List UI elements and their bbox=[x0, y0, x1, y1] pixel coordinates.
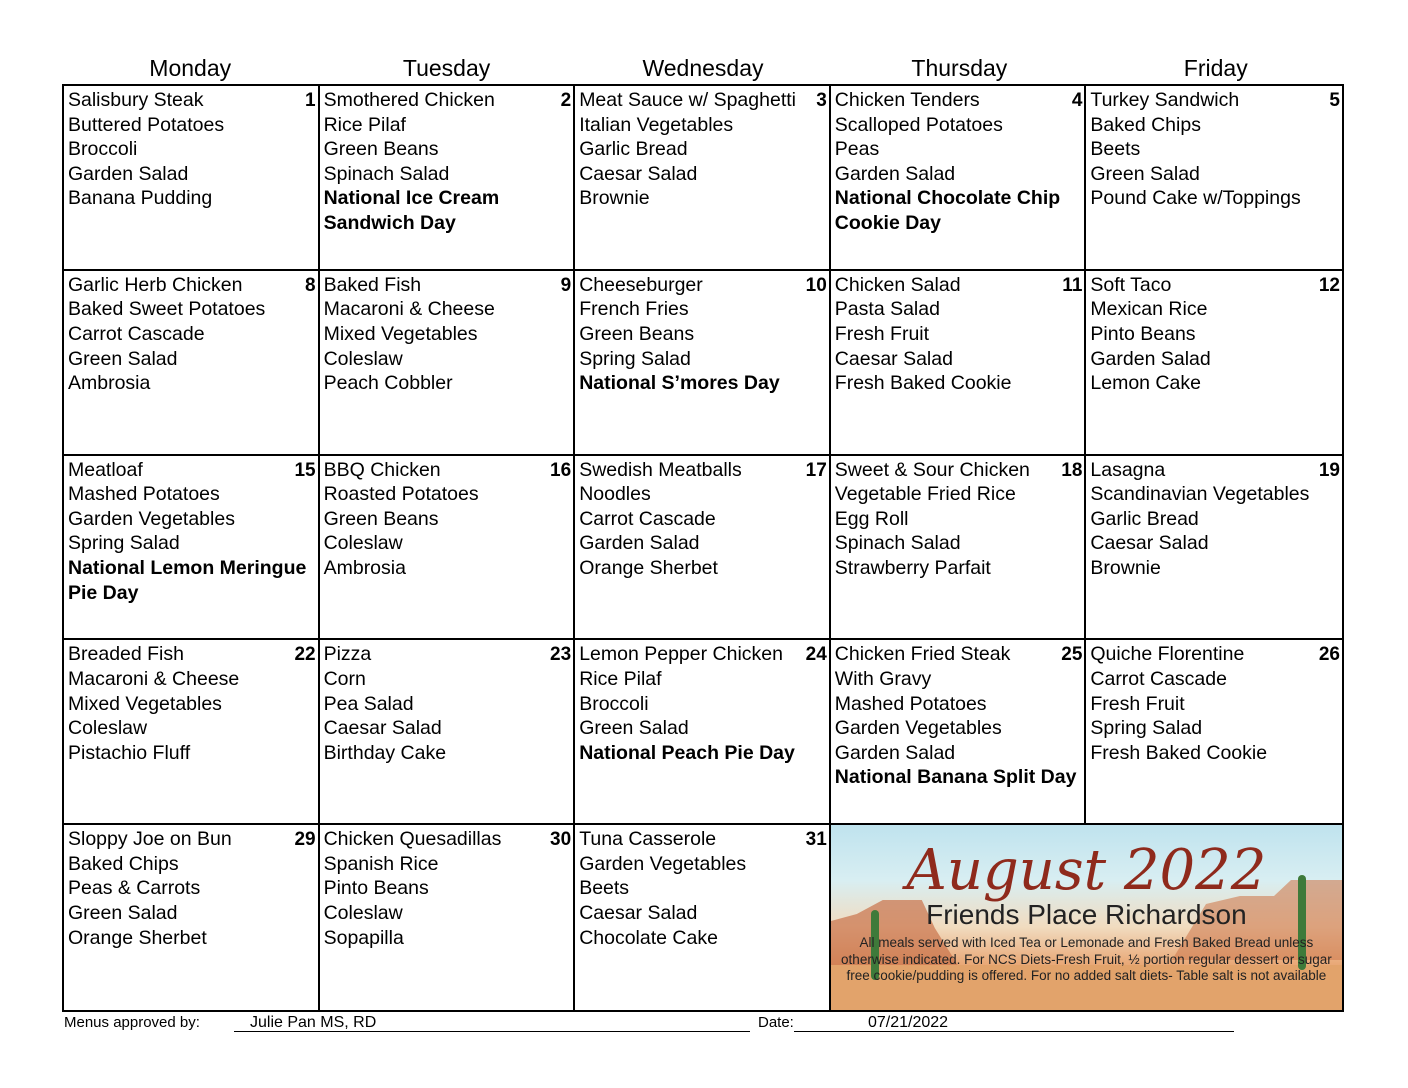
menu-item: Peas bbox=[834, 138, 880, 161]
menu-item: Roasted Potatoes bbox=[323, 483, 479, 506]
day-cell bbox=[575, 271, 831, 456]
menu-item: Caesar Salad bbox=[1090, 532, 1209, 555]
menu-item: Rice Pilaf bbox=[579, 667, 662, 690]
menu-item: Garlic Bread bbox=[579, 138, 688, 161]
menu-item: Ambrosia bbox=[68, 372, 151, 395]
menu-item: Mixed Vegetables bbox=[68, 692, 222, 715]
menu-item: Italian Vegetables bbox=[579, 113, 734, 136]
menu-item: Carrot Cascade bbox=[1090, 667, 1227, 690]
menu-item: Caesar Salad bbox=[579, 162, 698, 185]
menu-item: Pound Cake w/Toppings bbox=[1090, 187, 1301, 210]
menu-item: Pizza bbox=[323, 643, 372, 666]
menu-item: Green Salad bbox=[68, 347, 178, 370]
menu-item: Spring Salad bbox=[1090, 717, 1203, 740]
menu-item: Spanish Rice bbox=[323, 852, 439, 875]
menu-item: Coleslaw bbox=[323, 901, 403, 924]
menu-item: Soft Taco bbox=[1090, 273, 1172, 296]
menu-item: Green Beans bbox=[579, 322, 695, 345]
menu-item: Corn bbox=[323, 667, 366, 690]
day-cell bbox=[320, 456, 576, 641]
menu-item: Pinto Beans bbox=[323, 877, 429, 900]
day-number: 10 bbox=[805, 274, 827, 296]
menu-item: Lemon Cake bbox=[1090, 372, 1201, 395]
approval-date: 07/21/2022 bbox=[868, 1014, 949, 1031]
menu-item: Egg Roll bbox=[834, 507, 909, 530]
weekday-monday: Monday bbox=[149, 55, 232, 81]
menu-item: Garden Salad bbox=[834, 162, 956, 185]
menu-item: Tuna Casserole bbox=[579, 828, 717, 851]
menu-item: BBQ Chicken bbox=[323, 458, 441, 481]
menu-item: Fresh Baked Cookie bbox=[1090, 741, 1268, 764]
menu-item: Pistachio Fluff bbox=[68, 741, 191, 764]
menu-item: Orange Sherbet bbox=[579, 556, 718, 579]
menu-calendar-grid bbox=[62, 84, 1344, 1012]
weekday-header bbox=[62, 52, 1344, 84]
menu-item: Lemon Pepper Chicken bbox=[579, 643, 783, 666]
day-number: 12 bbox=[1318, 274, 1340, 296]
menu-item: Caesar Salad bbox=[579, 901, 698, 924]
menu-item: Baked Fish bbox=[323, 273, 422, 296]
menu-item: Banana Pudding bbox=[68, 187, 213, 210]
special-day-note: National Lemon Meringue Pie Day bbox=[68, 556, 307, 604]
menu-item: Baked Chips bbox=[68, 852, 179, 875]
menu-item: Swedish Meatballs bbox=[579, 458, 742, 481]
day-cell bbox=[320, 640, 576, 825]
menu-item: Birthday Cake bbox=[323, 741, 447, 764]
menu-item: Lasagna bbox=[1090, 458, 1166, 481]
day-cell bbox=[1086, 456, 1342, 641]
menu-item: Meatloaf bbox=[68, 458, 143, 481]
day-cell bbox=[64, 640, 320, 825]
approver-name: Julie Pan MS, RD bbox=[250, 1014, 377, 1031]
day-number: 18 bbox=[1061, 459, 1083, 481]
day-number: 9 bbox=[560, 274, 572, 296]
menu-item: Garden Salad bbox=[68, 162, 189, 185]
approval-footer bbox=[64, 1014, 1264, 1034]
day-number: 22 bbox=[294, 644, 316, 666]
menu-item: Scalloped Potatoes bbox=[834, 113, 1003, 136]
day-cell bbox=[1086, 271, 1342, 456]
day-cell bbox=[575, 86, 831, 271]
menu-item: Meat Sauce w/ Spaghetti bbox=[579, 89, 796, 111]
menu-item: Chicken Fried Steak bbox=[834, 643, 1011, 666]
day-cell bbox=[64, 825, 320, 1010]
day-cell bbox=[320, 825, 576, 1010]
special-day-note: National S’mores Day bbox=[579, 372, 780, 395]
menu-item: Brownie bbox=[579, 187, 650, 210]
day-cell bbox=[64, 456, 320, 641]
menu-item: Chocolate Cake bbox=[579, 926, 718, 949]
weekday-friday: Friday bbox=[1183, 55, 1248, 81]
day-cell bbox=[575, 640, 831, 825]
menu-item: Cheeseburger bbox=[579, 273, 703, 296]
date-label: Date: bbox=[758, 1014, 794, 1031]
day-number: 1 bbox=[305, 90, 316, 111]
day-number: 4 bbox=[1071, 90, 1083, 111]
day-number: 5 bbox=[1329, 90, 1340, 111]
menu-item: Caesar Salad bbox=[834, 347, 953, 370]
menu-item: Garlic Bread bbox=[1090, 507, 1199, 530]
menu-item: Green Salad bbox=[579, 717, 689, 740]
day-number: 16 bbox=[550, 459, 572, 481]
menu-item: French Fries bbox=[579, 298, 689, 321]
menu-item: Chicken Quesadillas bbox=[323, 828, 502, 851]
menu-item: Garlic Herb Chicken bbox=[68, 273, 243, 296]
day-cell bbox=[320, 271, 576, 456]
menu-item: Green Salad bbox=[68, 901, 178, 924]
menu-item: Macaroni & Cheese bbox=[68, 667, 240, 690]
banner-place: Friends Place Richardson bbox=[926, 899, 1247, 931]
day-number: 31 bbox=[805, 829, 827, 851]
menu-item: Buttered Potatoes bbox=[68, 113, 225, 136]
menu-item: Garden Vegetables bbox=[68, 507, 235, 530]
menu-item: Strawberry Parfait bbox=[834, 556, 991, 579]
menu-item: Green Beans bbox=[323, 507, 439, 530]
day-cell bbox=[1086, 86, 1342, 271]
menu-item: Coleslaw bbox=[323, 347, 403, 370]
menu-item: Spring Salad bbox=[579, 347, 691, 370]
menu-item: Rice Pilaf bbox=[323, 113, 406, 136]
menu-item: Garden Salad bbox=[579, 532, 700, 555]
menu-item: Fresh Baked Cookie bbox=[834, 372, 1012, 395]
menu-item: Beets bbox=[1090, 138, 1141, 161]
menu-item: Scandinavian Vegetables bbox=[1090, 483, 1310, 506]
menu-item: Garden Salad bbox=[1090, 347, 1211, 370]
day-number: 8 bbox=[305, 274, 316, 296]
menu-item: Orange Sherbet bbox=[68, 926, 207, 949]
day-number: 23 bbox=[550, 644, 572, 666]
day-cell bbox=[831, 456, 1087, 641]
menu-item: Baked Chips bbox=[1090, 113, 1201, 136]
special-day-note: National Ice Cream Sandwich Day bbox=[323, 187, 500, 234]
menu-item: Sloppy Joe on Bun bbox=[68, 828, 232, 851]
menu-item: Coleslaw bbox=[68, 717, 148, 740]
menu-item: Vegetable Fried Rice bbox=[834, 483, 1016, 506]
weekday-wednesday: Wednesday bbox=[642, 55, 764, 81]
menu-item: Spinach Salad bbox=[323, 162, 450, 185]
menu-item: Mixed Vegetables bbox=[323, 322, 478, 345]
menu-item: Salisbury Steak bbox=[68, 89, 204, 111]
menu-item: Carrot Cascade bbox=[68, 322, 205, 345]
day-cell bbox=[831, 640, 1087, 825]
day-cell bbox=[575, 456, 831, 641]
day-cell bbox=[831, 86, 1087, 271]
menu-item: Chicken Tenders bbox=[834, 89, 980, 111]
day-cell bbox=[64, 86, 320, 271]
menu-item: Spinach Salad bbox=[834, 532, 961, 555]
day-number: 25 bbox=[1061, 644, 1083, 666]
menu-item: Baked Sweet Potatoes bbox=[68, 298, 266, 321]
day-number: 15 bbox=[294, 459, 316, 481]
menu-item: Mashed Potatoes bbox=[834, 692, 987, 715]
menu-item: Green Beans bbox=[323, 138, 439, 161]
menu-item: Fresh Fruit bbox=[1090, 692, 1185, 715]
menu-item: Broccoli bbox=[68, 138, 138, 161]
menu-item: Pasta Salad bbox=[834, 298, 940, 321]
approved-by-label: Menus approved by: bbox=[64, 1014, 200, 1031]
menu-item: Quiche Florentine bbox=[1090, 643, 1245, 666]
menu-item: Broccoli bbox=[579, 692, 649, 715]
day-number: 19 bbox=[1318, 459, 1340, 481]
menu-item: With Gravy bbox=[834, 667, 932, 690]
menu-item: Noodles bbox=[579, 483, 651, 506]
date-line bbox=[794, 1031, 1234, 1032]
menu-item: Green Salad bbox=[1090, 162, 1200, 185]
menu-item: Ambrosia bbox=[323, 556, 406, 579]
menu-item: Pea Salad bbox=[323, 692, 414, 715]
menu-item: Brownie bbox=[1090, 556, 1161, 579]
menu-item: Mashed Potatoes bbox=[68, 483, 220, 506]
menu-item: Turkey Sandwich bbox=[1090, 89, 1240, 111]
day-cell bbox=[320, 86, 576, 271]
special-day-note: National Chocolate Chip Cookie Day bbox=[834, 187, 1061, 234]
day-cell bbox=[831, 271, 1087, 456]
day-cell bbox=[64, 271, 320, 456]
approver-signature-line bbox=[234, 1031, 750, 1032]
menu-item: Smothered Chicken bbox=[323, 89, 495, 111]
weekday-thursday: Thursday bbox=[911, 55, 1008, 81]
menu-item: Chicken Salad bbox=[834, 273, 961, 296]
menu-item: Garden Vegetables bbox=[834, 717, 1002, 740]
menu-item: Garden Vegetables bbox=[579, 852, 747, 875]
menu-item: Pinto Beans bbox=[1090, 322, 1196, 345]
menu-item: Coleslaw bbox=[323, 532, 403, 555]
day-number: 26 bbox=[1318, 644, 1340, 666]
menu-item: Sopapilla bbox=[323, 926, 404, 949]
day-number: 24 bbox=[805, 644, 827, 666]
menu-item: Carrot Cascade bbox=[579, 507, 716, 530]
day-number: 11 bbox=[1062, 274, 1083, 296]
day-number: 29 bbox=[294, 829, 316, 851]
banner-note: All meals served with Iced Tea or Lemonade and Fresh Baked Bread unless otherwise indicated. For NCS Diets-Fresh Fruit, ½ portion regular dessert or sugar free cookie/pudding is offered. For no added salt diets- Table salt is not available bbox=[841, 935, 1332, 984]
menu-item: Mexican Rice bbox=[1090, 298, 1208, 321]
menu-item: Spring Salad bbox=[68, 532, 180, 555]
day-number: 30 bbox=[550, 829, 572, 851]
menu-item: Caesar Salad bbox=[323, 717, 442, 740]
day-number: 3 bbox=[816, 90, 827, 111]
menu-item: Fresh Fruit bbox=[834, 322, 930, 345]
day-cell bbox=[1086, 640, 1342, 825]
day-number: 2 bbox=[560, 90, 572, 111]
menu-item: Garden Salad bbox=[834, 741, 956, 764]
weekday-tuesday: Tuesday bbox=[402, 55, 491, 81]
menu-item: Beets bbox=[579, 877, 630, 900]
day-number: 17 bbox=[805, 459, 827, 481]
menu-item: Peach Cobbler bbox=[323, 372, 453, 395]
menu-item: Sweet & Sour Chicken bbox=[834, 458, 1030, 481]
banner-month: August 2022 bbox=[906, 838, 1267, 904]
day-cell bbox=[575, 825, 831, 1010]
menu-item: Breaded Fish bbox=[68, 643, 184, 666]
special-day-note: National Peach Pie Day bbox=[579, 741, 795, 764]
menu-item: Peas & Carrots bbox=[68, 877, 201, 900]
menu-item: Macaroni & Cheese bbox=[323, 298, 495, 321]
special-day-note: National Banana Split Day bbox=[834, 766, 1077, 789]
month-banner bbox=[831, 825, 1342, 1010]
